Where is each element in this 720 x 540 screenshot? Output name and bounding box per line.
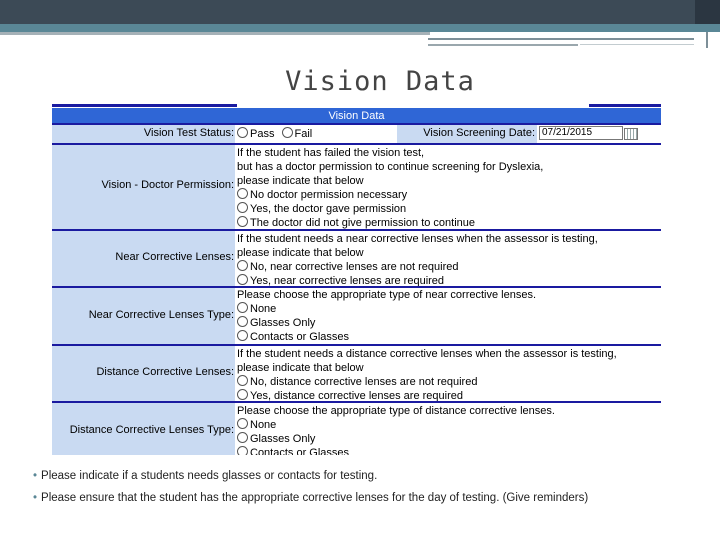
near-lenses-type-row: Near Corrective Lenses Type: Please choose the appropriate type of near corrective lenses. None Glasses Only Contacts or Glasses: [52, 286, 661, 344]
form-header: Vision Data: [52, 108, 661, 124]
distance-lenses-type-row: Distance Corrective Lenses Type: Please choose the appropriate type of distance corrective lenses. None Glasses Only Contacts or Glasses: [52, 401, 661, 455]
distance-type-radio[interactable]: [237, 446, 248, 455]
distance-lenses-type-label: Distance Corrective Lenses Type:: [52, 403, 235, 455]
slide-title: Vision Data: [285, 66, 475, 97]
doctor-permission-row: Vision - Doctor Permission: If the student has failed the vision test, but has a doctor permission to continue screening for Dyslexia, please indicate that below No doctor permission necessary Yes, the doctor gave permission The doctor did not give permission to continue: [52, 143, 661, 229]
status-label: Vision Test Status:: [52, 125, 235, 143]
bullet-item: • Please ensure that the student has the appropriate corrective lenses for the day of testing. (Give reminders): [33, 492, 589, 504]
distance-type-radio[interactable]: [237, 432, 248, 443]
near-type-radio[interactable]: [237, 330, 248, 341]
top-grey-bar: [0, 32, 430, 35]
near-lenses-label: Near Corrective Lenses:: [52, 231, 235, 286]
distance-option-radio[interactable]: [237, 375, 248, 386]
near-lenses-type-label: Near Corrective Lenses Type:: [52, 288, 235, 344]
vision-data-form: [52, 104, 661, 455]
doctor-option-radio[interactable]: [237, 202, 248, 213]
near-option-radio[interactable]: [237, 260, 248, 271]
decor-line: [580, 44, 694, 45]
calendar-icon[interactable]: [624, 128, 638, 140]
near-option-radio[interactable]: [237, 274, 248, 285]
bullet-item: • Please indicate if a students needs glasses or contacts for testing.: [33, 470, 378, 482]
distance-type-radio[interactable]: [237, 418, 248, 429]
decor-line: [428, 38, 694, 40]
bullet-icon: •: [33, 492, 38, 504]
near-type-radio[interactable]: [237, 302, 248, 313]
top-banner-end: [695, 0, 720, 24]
bullet-icon: •: [33, 470, 38, 482]
doctor-option-radio[interactable]: [237, 188, 248, 199]
decor-line: [706, 32, 708, 48]
distance-lenses-row: Distance Corrective Lenses: If the student needs a distance corrective lenses when the assessor is testing, please indicate that below No, distance corrective lenses are not required Yes, distance corrective lenses are required: [52, 344, 661, 401]
screening-date-input[interactable]: 07/21/2015: [539, 126, 623, 140]
near-lenses-row: Near Corrective Lenses: If the student needs a near corrective lenses when the assessor is testing, please indicate that below No, near corrective lenses are not required Yes, near corrective lenses are required: [52, 229, 661, 286]
pass-label: Pass: [250, 128, 275, 140]
decor-line: [428, 44, 578, 46]
top-banner: [0, 0, 720, 24]
fail-radio[interactable]: [282, 127, 293, 138]
near-type-radio[interactable]: [237, 316, 248, 327]
doctor-option-radio[interactable]: [237, 216, 248, 227]
distance-lenses-label: Distance Corrective Lenses:: [52, 346, 235, 401]
pass-radio[interactable]: [237, 127, 248, 138]
doctor-permission-label: Vision - Doctor Permission:: [52, 145, 235, 229]
fail-label: Fail: [294, 128, 313, 140]
screening-date-label: Vision Screening Date:: [397, 125, 537, 143]
distance-option-radio[interactable]: [237, 389, 248, 400]
status-row: [52, 123, 661, 143]
top-accent-bar: [0, 24, 720, 32]
bullet-list: [33, 465, 588, 509]
